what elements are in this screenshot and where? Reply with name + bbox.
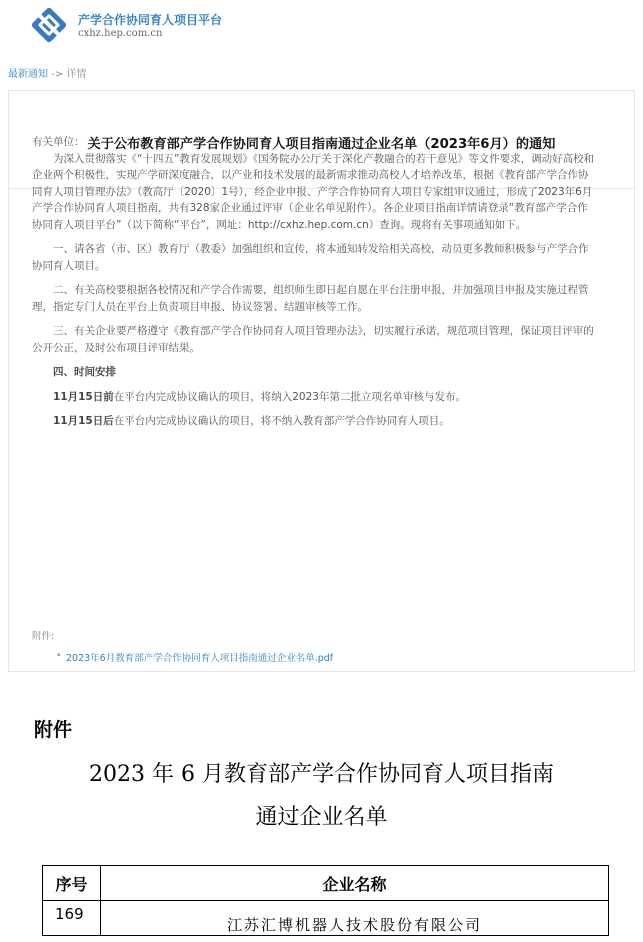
section-four-heading xyxy=(32,364,598,381)
breadcrumb-latest-notices-link[interactable]: 最新通知 xyxy=(8,69,48,80)
breadcrumb-separator: -> xyxy=(51,69,64,80)
column-header-name: 企业名称 xyxy=(101,866,609,901)
doc-heading: 附件 xyxy=(34,719,73,741)
table-header-row xyxy=(43,866,609,901)
doc-title-line-2: 通过企业名单 xyxy=(255,805,388,830)
item-three-paragraph: 三、有关企业要严格遵守《教育部产学合作协同育人项目管理办法》，切实履行承诺，规范项目管理，保证项目评审的公开公正，及时公布项目评审结果。 xyxy=(32,325,594,354)
item-one-paragraph: 一、请各省（市、区）教育厅（教委）加强组织和宣传，将本通知转发给相关高校，动员更多教师积极参与产学合作协同育人项目。 xyxy=(32,243,589,272)
intro-paragraph: 为深入贯彻落实《“十四五”教育发展规划》《国务院办公厅关于深化产教融合的若干意见》等文件要求，调动好高校和企业两个积极性，实现产学研深度融合，以产业和技术发展的最新需求推动高校人才培养改革，根据《教育部产学合作协同育人项目管理办法》（教高厅〔2020〕1号），经企业申报、产学合作协同育人项目专家组审议通过，形成了2023年6月产学合作协同育人项目指南，共有328家企业通过评审（企业名单见附件）。各企业项目指南详情请登录“教育部产学合作协同育人项目平台”（以下简称“平台”，网址：http://cxhz.hep.com.cn）查询。现将有关事项通知如下。 xyxy=(32,152,595,231)
attachment-pdf-link[interactable]: • 2023年6月教育部产学合作协同育人项目指南通过企业名单.pdf xyxy=(66,650,333,664)
notice-body xyxy=(32,134,598,430)
site-header xyxy=(0,0,643,60)
column-header-no: 序号 xyxy=(43,866,101,901)
section-four-title: 四、时间安排 xyxy=(53,366,116,378)
salutation: 有关单位： xyxy=(32,136,85,148)
site-url: cxhz.hep.com.cn xyxy=(78,28,163,39)
breadcrumb-current: 详情 xyxy=(66,69,87,80)
schedule-item-after xyxy=(32,413,598,430)
notice-title: 关于公布教育部产学合作协同育人项目指南通过企业名单（2023年6月）的通知 xyxy=(87,137,556,152)
schedule-date-before: 11月15日前 xyxy=(53,390,114,403)
schedule-item-before xyxy=(32,389,598,406)
schedule-date-after: 11月15日后 xyxy=(53,415,114,427)
table-row xyxy=(43,901,609,936)
breadcrumb xyxy=(8,65,86,80)
schedule-text-after: 在平台内完成协议确认的项目，将不纳入教育部产学合作协同育人项目。 xyxy=(113,415,450,427)
site-name[interactable]: 产学合作协同育人项目平台 xyxy=(78,13,223,27)
cell-company-name: 江苏汇博机器人技术股份有限公司 xyxy=(101,901,609,936)
item-two-paragraph: 二、有关高校要根据各校情况和产学合作需要，组织师生即日起自愿在平台注册申报，并加强项目申报及实施过程管理，指定专门人员在平台上负责项目申报、协议签署、结题审核等工作。 xyxy=(32,284,589,313)
company-table xyxy=(42,865,609,936)
schedule-text-before: 在平台内完成协议确认的项目，将纳入2023年第二批立项名单审核与发布。 xyxy=(113,390,466,403)
doc-title-line-1: 2023 年 6 月教育部产学合作协同育人项目指南 xyxy=(89,762,554,787)
platform-logo-icon[interactable] xyxy=(30,6,68,44)
cell-no: 169 xyxy=(43,901,101,936)
attachment-label: 附件: xyxy=(32,631,55,642)
